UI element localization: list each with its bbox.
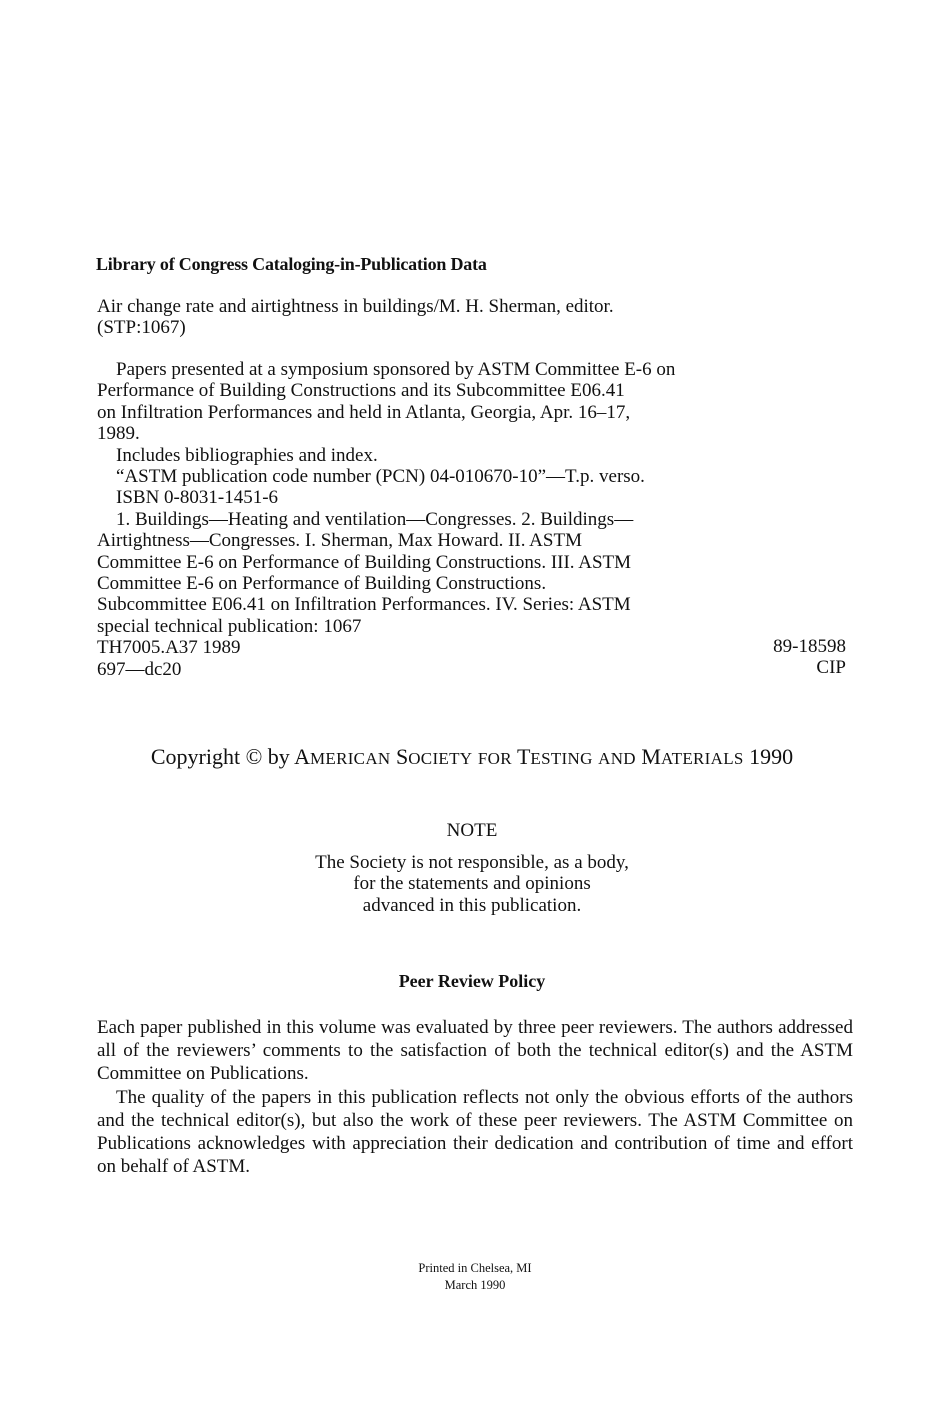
society-word: FOR (477, 749, 512, 768)
society-word: TESTING (516, 744, 593, 769)
cip-subject-line: 1. Buildings—Heating and ventilation—Congresses. 2. Buildings— (116, 508, 634, 530)
peer-review-paragraph: The quality of the papers in this publication reflects not only the obvious efforts of the authors and the technical editor(s), but also the work of these peer reviewers. The ASTM Committee on Publications acknowledges with appreciation their dedication and contribution of time and effort on behalf of ASTM. (97, 1086, 853, 1178)
cip-isbn-line: ISBN 0-8031-1451-6 (116, 487, 279, 509)
cip-notes-block (97, 359, 675, 680)
copyright-line (0, 744, 944, 770)
copyright-prefix: Copyright © by (150, 744, 290, 769)
cip-series-line: (STP:1067) (97, 317, 186, 339)
printed-location: Printed in Chelsea, MI (418, 1261, 532, 1275)
society-word: SOCIETY (395, 744, 473, 769)
copyright-year: 1990 (749, 744, 794, 769)
cip-lccn: 89-18598 (773, 636, 846, 657)
cip-note-line: Papers presented at a symposium sponsored by ASTM Committee E-6 on (116, 359, 676, 380)
society-word: MATERIALS (641, 744, 744, 769)
peer-review-body (97, 1016, 853, 1178)
cip-note-line: Performance of Building Constructions and its Subcommittee E06.41 (97, 380, 625, 402)
cip-lccn-block (773, 636, 846, 679)
printed-date: March 1990 (444, 1278, 506, 1292)
peer-review-title: Peer Review Policy (398, 971, 546, 991)
cip-label: CIP (816, 657, 846, 679)
note-line: The Society is not responsible, as a body, (315, 852, 629, 873)
note-title: NOTE (446, 820, 498, 841)
imprint-block (0, 1260, 950, 1294)
cip-heading: Library of Congress Cataloging-in-Publication Data (96, 254, 487, 274)
peer-review-paragraph: Each paper published in this volume was evaluated by three peer reviewers. The authors addressed all of the reviewers’ comments to the satisfaction of both the technical editor(s) and the ASTM Committee on Publications. (97, 1017, 853, 1085)
cip-note-line: on Infiltration Performances and held in Atlanta, Georgia, Apr. 16–17, (97, 401, 631, 423)
cip-title-block (97, 296, 614, 339)
note-body (0, 852, 944, 916)
cip-detail-line: Includes bibliographies and index. (116, 444, 378, 466)
cip-subject-line: Committee E-6 on Performance of Building Constructions. III. ASTM (97, 551, 632, 573)
cip-dewey-number: 697—dc20 (97, 658, 182, 680)
cip-subject-line: special technical publication: 1067 (97, 615, 362, 637)
cip-subject-line: Subcommittee E06.41 on Infiltration Performances. IV. Series: ASTM (97, 594, 631, 616)
cip-title-line: Air change rate and airtightness in buildings/M. H. Sherman, editor. (97, 296, 614, 317)
society-word: AND (598, 749, 636, 768)
cip-subject-line: Airtightness—Congresses. I. Sherman, Max Howard. II. ASTM (97, 530, 582, 552)
society-word: AMERICAN (294, 744, 391, 769)
note-line: for the statements and opinions (353, 873, 591, 895)
cip-detail-line: “ASTM publication code number (PCN) 04-010670-10”—T.p. verso. (116, 466, 645, 488)
society-name (294, 744, 749, 769)
note-line: advanced in this publication. (362, 894, 582, 916)
cip-note-line: 1989. (97, 423, 140, 445)
cip-subject-line: Committee E-6 on Performance of Building Constructions. (97, 573, 547, 595)
cip-call-number: TH7005.A37 1989 (97, 637, 241, 659)
